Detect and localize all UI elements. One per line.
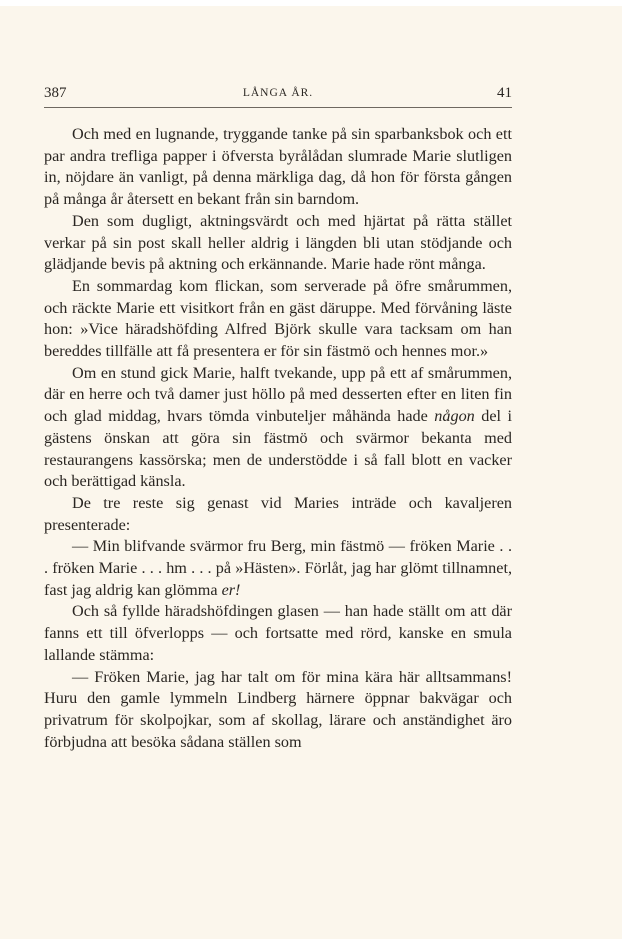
text-run: De tre reste sig genast vid Maries inträde och kavaljeren presenterade: bbox=[44, 493, 512, 534]
running-title: LÅNGA ÅR. bbox=[242, 87, 314, 99]
text-run: del i gästens önskan att göra sin fästmö och svärmor bekanta med restaurangens kassörska; men de understödde i så fall blott en vacker och berättigad känsla. bbox=[44, 407, 512, 491]
text-run: — Fröken Marie, jag har talt om för mina kära här alltsammans! Huru den gamle lymmeln Lindberg härnere öppnar bakvägar och privatrum för skolpojkar, som af skollag, lärare och anständighet äro förbjudna att besöka sådana ställen som bbox=[44, 667, 512, 751]
body-text bbox=[44, 124, 512, 753]
text-run: Om en stund gick Marie, halft tvekande, upp på ett af smårummen, där en herre och två damer just höllo på med desserten efter en liten fin och glad middag, hvars tömda vinbuteljer måhända hade bbox=[44, 363, 512, 426]
paragraph-5 bbox=[44, 493, 512, 536]
paragraph-7 bbox=[44, 601, 512, 666]
paragraph-6 bbox=[44, 536, 512, 601]
emphasis-run: någon bbox=[434, 407, 475, 426]
running-header bbox=[44, 82, 512, 104]
page-number-right: 41 bbox=[497, 85, 512, 101]
paragraph-1 bbox=[44, 124, 512, 211]
emphasis-run: er! bbox=[221, 580, 241, 599]
header-rule bbox=[44, 107, 512, 108]
paragraph-3 bbox=[44, 276, 512, 363]
paragraph-4 bbox=[44, 363, 512, 493]
text-run: Den som dugligt, aktningsvärdt och med hjärtat på rätta stället verkar på sin post skall heller aldrig i längden bli utan stödjande och glädjande bevis på aktning och erkännande. Marie hade rönt många. bbox=[44, 211, 512, 274]
text-run: En sommardag kom flickan, som serverade på öfre smårummen, och räckte Marie ett visitkort från en gäst däruppe. Med förvåning läste hon: »Vice häradshöfding Alfred Björk skulle vara tacksam om han bereddes tillfälle att få presentera er för sin fästmö och hennes mor.» bbox=[44, 276, 512, 361]
text-run: Och med en lugnande, tryggande tanke på sin sparbanksbok och ett par andra trefliga papper i öfversta byrålådan slumrade Marie slutligen in, nöjdare än vanligt, på denna märkliga dag, då hon för första gången på många år återsett en bekant från sin barndom. bbox=[44, 125, 512, 209]
page-number-left: 387 bbox=[44, 85, 67, 101]
paragraph-8 bbox=[44, 667, 512, 754]
text-run: Och så fyllde häradshöfdingen glasen — han hade ställt om att där fanns ett till öfverlopps — och fortsatte med rörd, kanske en smula lallande stämma: bbox=[44, 602, 512, 664]
text-run: — Min blifvande svärmor fru Berg, min fästmö — fröken Marie . . . fröken Marie . . . hm . . . på »Hästen». Förlåt, jag har glömt tillnamnet, fast jag aldrig kan glömma bbox=[44, 537, 512, 599]
page-top-edge bbox=[0, 0, 622, 6]
paragraph-2 bbox=[44, 211, 512, 276]
